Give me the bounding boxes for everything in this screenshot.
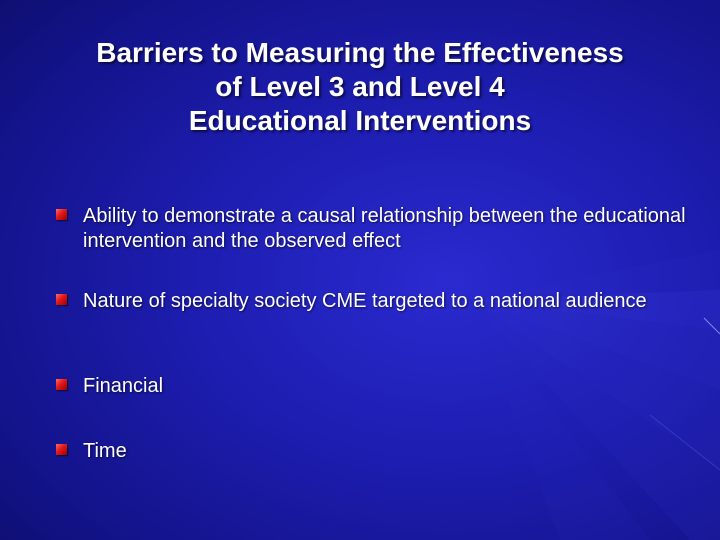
red-square-bullet-icon [56, 294, 67, 305]
slide-title-line-2: of Level 3 and Level 4 [215, 71, 505, 102]
bullet-text: Ability to demonstrate a causal relationship between the educational intervention and the observed effect [83, 205, 686, 252]
bullet-item-financial [56, 374, 686, 399]
bullet-text: Nature of specialty society CME targeted to a national audience [83, 290, 647, 312]
bullet-item-specialty-society-cme [56, 289, 686, 314]
slide-title-line-1: Barriers to Measuring the Effectiveness [96, 37, 624, 68]
red-square-bullet-icon [56, 444, 67, 455]
red-square-bullet-icon [56, 209, 67, 220]
bullet-text: Time [83, 440, 127, 462]
slide-title-line-3: Educational Interventions [188, 105, 532, 136]
red-square-bullet-icon [56, 379, 67, 390]
bullet-item-causal-relationship [56, 204, 686, 254]
bullet-text: Financial [83, 375, 164, 397]
bullet-item-time [56, 439, 686, 464]
